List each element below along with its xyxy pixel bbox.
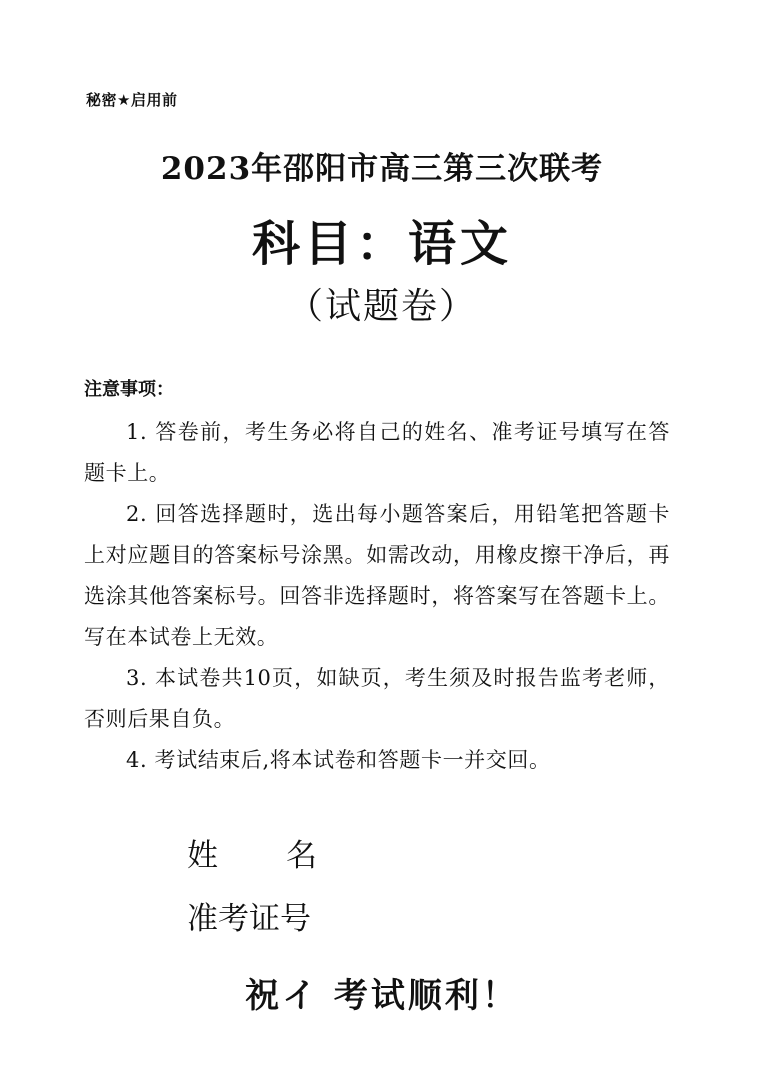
note-item-2: 2. 回答选择题时，选出每小题答案后，用铅笔把答题卡上对应题目的答案标号涂黑。如需改动，用橡皮擦干净后，再选涂其他答案标号。回答非选择题时，将答案写在答题卡上。写在本试卷上无效。 <box>84 502 670 649</box>
note-item-3: 3. 本试卷共10页，如缺页，考生须及时报告监考老师，否则后果自负。 <box>84 666 670 731</box>
exam-title: 2023年邵阳市高三第三次联考 <box>160 151 604 187</box>
note-item-1: 1. 答卷前，考生务必将自己的姓名、准考证号填写在答题卡上。 <box>84 420 670 485</box>
notes-list <box>84 412 670 781</box>
notes-heading: 注意事项： <box>84 379 174 400</box>
good-luck-message: 祝イ 考试顺利！ <box>245 976 519 1016</box>
name-label-char-1: 姓 <box>187 838 218 874</box>
note-item-4: 4. 考试结束后,将本试卷和答题卡一并交回。 <box>126 748 551 772</box>
subject-title: 科目：语文 <box>251 216 512 272</box>
name-label-char-2: 名 <box>286 838 317 874</box>
exam-id-field-label: 准考证号 <box>187 901 311 937</box>
secret-label: 秘密★启用前 <box>86 91 178 109</box>
paper-type-label: （试题卷） <box>286 286 477 327</box>
name-field-label <box>187 830 317 875</box>
